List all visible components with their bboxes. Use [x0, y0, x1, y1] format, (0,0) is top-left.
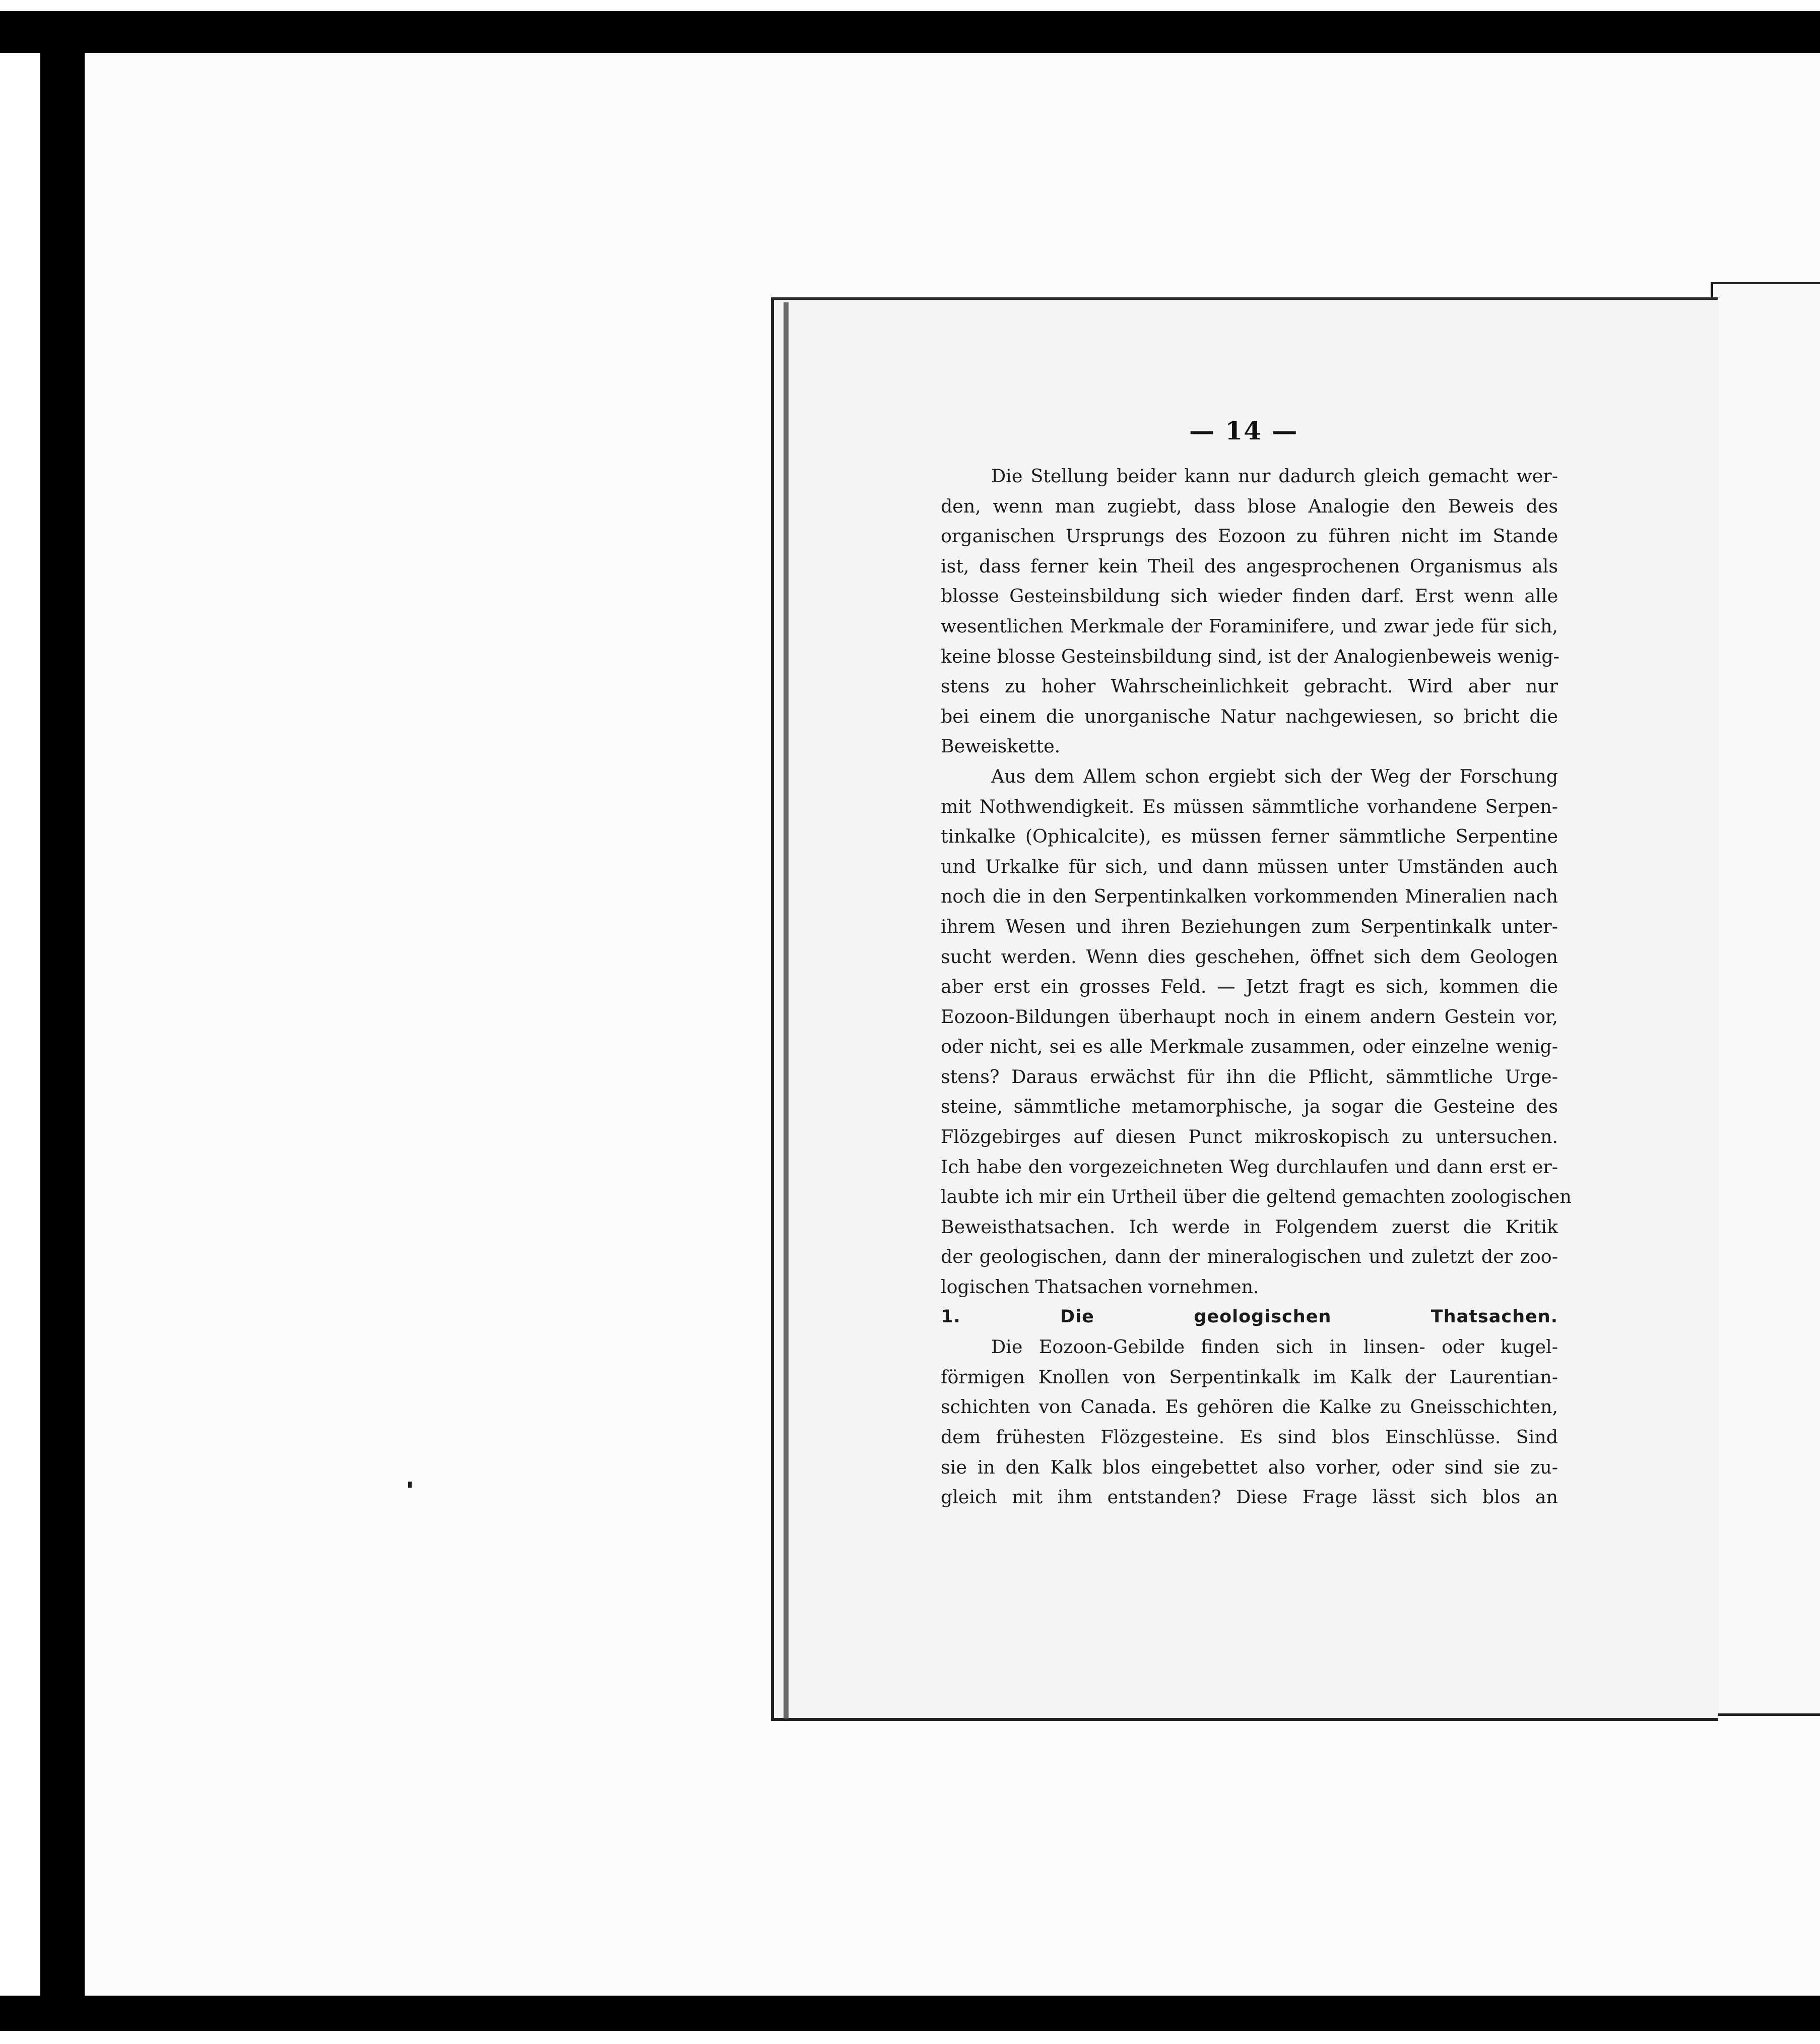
adjacent-page-edge	[1711, 282, 1820, 1716]
text-line: dem frühesten Flözgesteine. Es sind blos Einschlüsse. Sind	[941, 1426, 1558, 1448]
text-line: wesentlichen Merkmale der Foraminifere, und zwar jede für sich,	[941, 615, 1558, 637]
text-line: den, wenn man zugiebt, dass blose Analogie den Beweis des	[941, 495, 1558, 517]
text-line: Aus dem Allem schon ergiebt sich der Weg der Forschung	[991, 765, 1558, 787]
text-line: logischen Thatsachen vornehmen.	[941, 1276, 1259, 1298]
text-line: schichten von Canada. Es gehören die Kalke zu Gneisschichten,	[941, 1396, 1558, 1418]
text-line: ist, dass ferner kein Theil des angesprochenen Organismus als	[941, 555, 1558, 577]
text-line: der geologischen, dann der mineralogischen und zuletzt der zoo-	[941, 1246, 1558, 1268]
text-line: stens zu hoher Wahrscheinlichkeit gebracht. Wird aber nur	[941, 675, 1558, 697]
film-edge-bottom	[0, 2031, 1820, 2044]
text-line: keine blosse Gesteinsbildung sind, ist der Analogienbeweis wenig-	[941, 645, 1559, 667]
text-line: und Urkalke für sich, und dann müssen unter Umständen auch	[941, 855, 1558, 877]
text-line: blosse Gesteinsbildung sich wieder finden darf. Erst wenn alle	[941, 585, 1558, 607]
text-line: Die Eozoon-Gebilde finden sich in linsen- oder kugel-	[991, 1336, 1558, 1358]
text-line: Beweiskette.	[941, 735, 1061, 757]
text-line: Beweisthatsachen. Ich werde in Folgendem zuerst die Kritik	[941, 1216, 1558, 1238]
page-number: — 14 —	[1189, 416, 1298, 445]
text-line: Flözgebirges auf diesen Punct mikroskopisch zu untersuchen.	[941, 1126, 1558, 1148]
text-line: Die Stellung beider kann nur dadurch gleich gemacht wer-	[991, 465, 1558, 487]
section-heading: 1. Die geologischen Thatsachen.	[941, 1306, 1558, 1327]
text-line: noch die in den Serpentinkalken vorkommenden Mineralien nach	[941, 885, 1558, 908]
text-line: laubte ich mir ein Urtheil über die geltend gemachten zoologischen	[941, 1186, 1572, 1208]
text-line: bei einem die unorganische Natur nachgewiesen, so bricht die	[941, 705, 1558, 727]
text-line: förmigen Knollen von Serpentinkalk im Kalk der Laurentian-	[941, 1366, 1558, 1388]
text-line: steine, sämmtliche metamorphische, ja sogar die Gesteine des	[941, 1096, 1558, 1118]
text-line: sie in den Kalk blos eingebettet also vorher, oder sind sie zu-	[941, 1456, 1558, 1478]
text-line: Ich habe den vorgezeichneten Weg durchlaufen und dann erst er-	[941, 1156, 1558, 1178]
text-line: organischen Ursprungs des Eozoon zu führen nicht im Stande	[941, 525, 1558, 547]
body-text	[941, 461, 1572, 1512]
text-line: stens? Daraus erwächst für ihn die Pflicht, sämmtliche Urge-	[941, 1065, 1558, 1088]
text-line: aber erst ein grosses Feld. — Jetzt fragt es sich, kommen die	[941, 976, 1558, 998]
dust-speck	[408, 1482, 412, 1488]
text-line: sucht werden. Wenn dies geschehen, öffnet sich dem Geologen	[941, 945, 1558, 968]
text-line: gleich mit ihm entstanden? Diese Frage lässt sich blos an	[941, 1486, 1558, 1508]
text-line: ihrem Wesen und ihren Beziehungen zum Serpentinkalk unter-	[941, 915, 1558, 937]
film-edge-top	[0, 0, 1820, 11]
film-edge-left	[0, 53, 40, 1996]
page-gutter-shadow	[784, 302, 789, 1718]
text-line: Eozoon-Bildungen überhaupt noch in einem andern Gestein vor,	[941, 1005, 1558, 1028]
text-line: mit Nothwendigkeit. Es müssen sämmtliche vorhandene Serpen-	[941, 795, 1558, 817]
text-line: oder nicht, sei es alle Merkmale zusammen, oder einzelne wenig-	[941, 1036, 1558, 1058]
text-line: tinkalke (Ophicalcite), es müssen ferner sämmtliche Serpentine	[941, 825, 1558, 848]
